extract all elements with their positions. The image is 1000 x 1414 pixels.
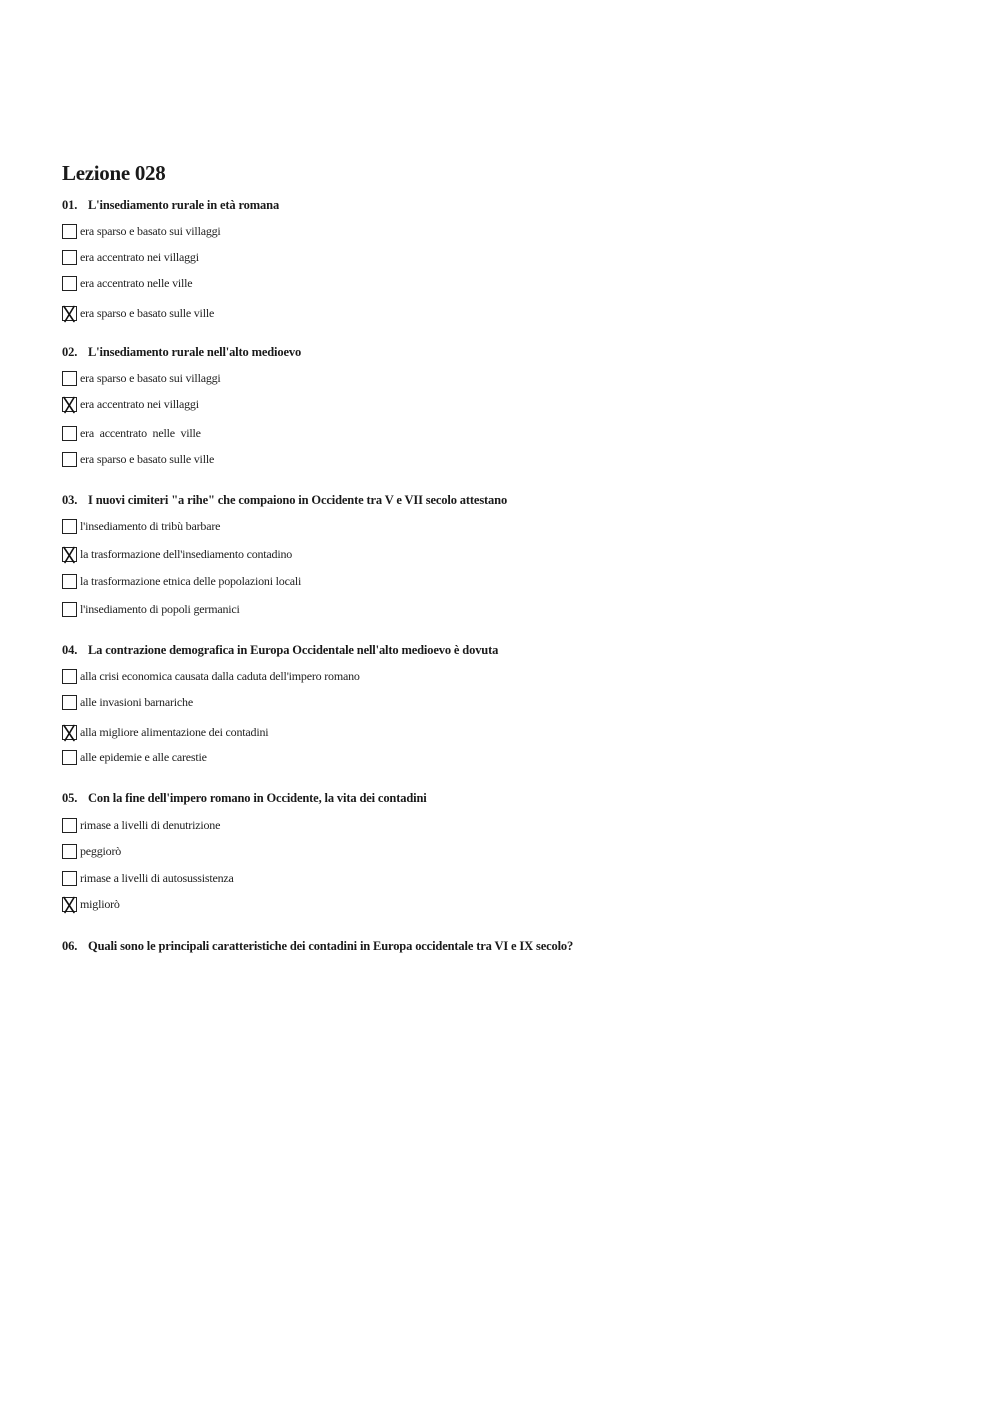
question-03: [62, 493, 507, 508]
answer-label: migliorò: [80, 896, 120, 911]
answer-option[interactable]: [62, 451, 214, 467]
question-text: L'insediamento rurale nell'alto medioevo: [88, 345, 302, 359]
question-text: Con la fine dell'impero romano in Occidente, la vita dei contadini: [88, 791, 427, 805]
question-number: 02.: [62, 345, 78, 359]
question-02: [62, 345, 301, 360]
question-number: 05.: [62, 791, 78, 805]
checkbox[interactable]: [62, 306, 77, 321]
checkbox[interactable]: [62, 547, 77, 562]
answer-option[interactable]: [62, 817, 220, 833]
answer-label: alle invasioni barnariche: [80, 694, 193, 709]
answer-label: la trasformazione etnica delle popolazioni locali: [80, 573, 302, 588]
question-number: 06.: [62, 939, 78, 953]
answer-option[interactable]: [62, 305, 214, 321]
checkbox[interactable]: [62, 276, 77, 291]
question-number: 01.: [62, 198, 78, 212]
question-text: I nuovi cimiteri "a rihe" che compaiono in Occidente tra V e VII secolo attestano: [88, 493, 508, 507]
checkbox[interactable]: [62, 574, 77, 589]
answer-option[interactable]: [62, 896, 120, 912]
question-01: [62, 198, 279, 213]
answer-label: alle epidemie e alle carestie: [80, 749, 207, 764]
question-text: Quali sono le principali caratteristiche dei contadini in Europa occidentale tra VI e IX secolo?: [88, 939, 574, 953]
answer-label: era accentrato nei villaggi: [80, 396, 199, 411]
answer-option[interactable]: [62, 425, 201, 441]
check-mark-x-icon: [62, 396, 77, 414]
answer-option[interactable]: [62, 694, 193, 710]
answer-label: peggiorò: [80, 843, 122, 858]
page-title: Lezione 028: [62, 161, 166, 185]
answer-label: l'insediamento di popoli germanici: [80, 601, 240, 616]
checkbox[interactable]: [62, 224, 77, 239]
question-05: [62, 791, 427, 806]
answer-option[interactable]: [62, 546, 292, 562]
answer-label: alla crisi economica causata dalla caduta dell'impero romano: [80, 668, 360, 683]
answer-label: rimase a livelli di denutrizione: [80, 817, 221, 832]
question-04: [62, 643, 498, 658]
answer-label: era sparso e basato sulle ville: [80, 451, 215, 466]
answer-option[interactable]: [62, 275, 192, 291]
question-text: La contrazione demografica in Europa Occidentale nell'alto medioevo è dovuta: [88, 643, 499, 657]
answer-label: era sparso e basato sui villaggi: [80, 223, 221, 238]
answer-label: era sparso e basato sulle ville: [80, 305, 215, 320]
answer-option[interactable]: [62, 870, 234, 886]
answer-label: alla migliore alimentazione dei contadini: [80, 724, 269, 739]
check-mark-x-icon: [62, 305, 77, 323]
checkbox[interactable]: [62, 452, 77, 467]
question-number: 03.: [62, 493, 78, 507]
answer-label: era accentrato nelle ville: [80, 275, 193, 290]
checkbox[interactable]: [62, 669, 77, 684]
question-number: 04.: [62, 643, 78, 657]
checkbox[interactable]: [62, 397, 77, 412]
checkbox[interactable]: [62, 250, 77, 265]
checkbox[interactable]: [62, 844, 77, 859]
answer-option[interactable]: [62, 573, 301, 589]
answer-option[interactable]: [62, 601, 240, 617]
checkbox[interactable]: [62, 695, 77, 710]
question-06: [62, 939, 573, 954]
checkbox[interactable]: [62, 519, 77, 534]
check-mark-x-icon: [62, 546, 77, 564]
answer-option[interactable]: [62, 843, 121, 859]
checkbox[interactable]: [62, 871, 77, 886]
question-text: L'insediamento rurale in età romana: [88, 198, 280, 212]
checkbox[interactable]: [62, 426, 77, 441]
checkbox[interactable]: [62, 371, 77, 386]
answer-option[interactable]: [62, 724, 268, 740]
checkbox[interactable]: [62, 602, 77, 617]
check-mark-x-icon: [62, 896, 77, 914]
answer-option[interactable]: [62, 249, 199, 265]
checkbox[interactable]: [62, 818, 77, 833]
checkbox[interactable]: [62, 725, 77, 740]
answer-label: rimase a livelli di autosussistenza: [80, 870, 234, 885]
answer-label: era sparso e basato sui villaggi: [80, 370, 221, 385]
answer-option[interactable]: [62, 223, 221, 239]
answer-option[interactable]: [62, 668, 360, 684]
answer-option[interactable]: [62, 370, 221, 386]
answer-option[interactable]: [62, 518, 220, 534]
checkbox[interactable]: [62, 897, 77, 912]
checkbox[interactable]: [62, 750, 77, 765]
answer-label: l'insediamento di tribù barbare: [80, 518, 221, 533]
answer-option[interactable]: [62, 396, 199, 412]
answer-label: la trasformazione dell'insediamento contadino: [80, 546, 293, 561]
answer-option[interactable]: [62, 749, 207, 765]
answer-label: era accentrato nelle ville: [80, 425, 201, 440]
check-mark-x-icon: [62, 724, 77, 742]
answer-label: era accentrato nei villaggi: [80, 249, 199, 264]
